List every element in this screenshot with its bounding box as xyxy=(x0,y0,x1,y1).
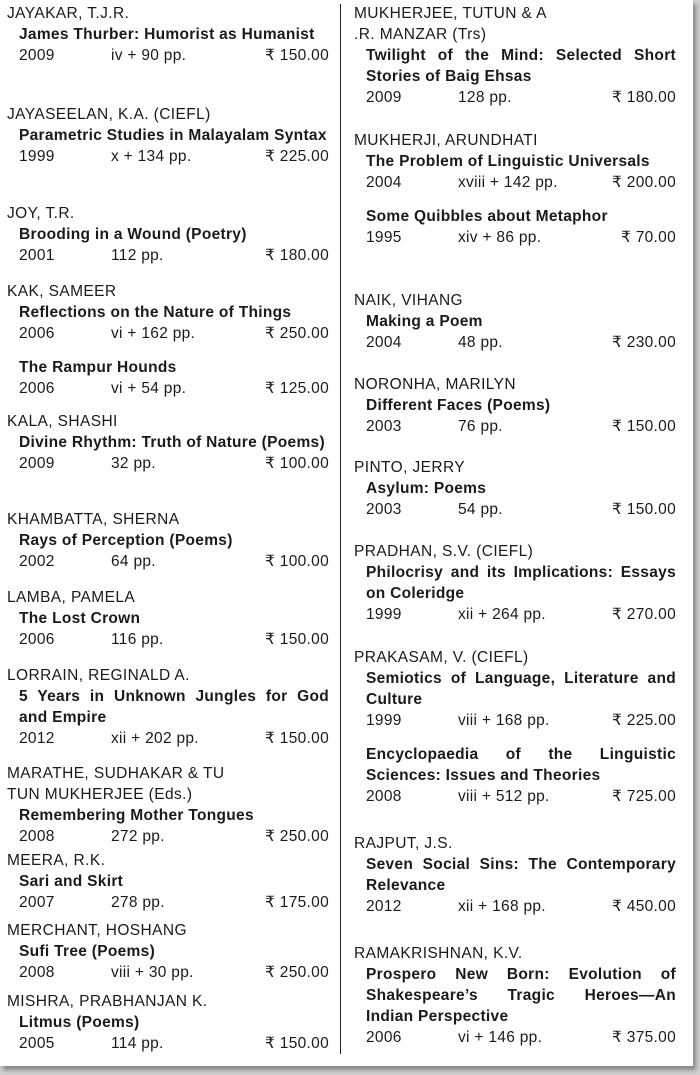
book-title: Sari and Skirt xyxy=(19,873,124,890)
book-title: Reflections on the Nature of Things xyxy=(19,304,292,321)
book-details xyxy=(19,453,329,474)
book-details xyxy=(19,826,329,847)
publication-year: 2008 xyxy=(366,788,402,805)
book-item xyxy=(354,478,676,520)
page-count: xviii + 142 pp. xyxy=(458,174,558,191)
book-details xyxy=(366,332,676,353)
book-details xyxy=(19,45,329,66)
page-count: iv + 90 pp. xyxy=(111,47,187,64)
book-price: ₹ 250.00 xyxy=(265,325,329,342)
book-item xyxy=(7,432,329,474)
book-price: ₹ 100.00 xyxy=(265,455,329,472)
book-price: ₹ 175.00 xyxy=(265,894,329,911)
book-details xyxy=(19,962,329,983)
book-title: The Lost Crown xyxy=(19,610,141,627)
publication-year: 2004 xyxy=(366,174,402,191)
catalogue-entry xyxy=(7,920,329,983)
author-name: KALA, SHASHI xyxy=(7,413,118,430)
page-count: xii + 202 pp. xyxy=(111,730,199,747)
book-item xyxy=(7,302,329,344)
book-title: Encyclopaedia of the Linguistic Sciences: Issues and Theories xyxy=(366,746,676,784)
page-count: 272 pp. xyxy=(111,828,165,845)
author-name: NORONHA, MARILYN xyxy=(354,376,516,393)
book-item xyxy=(7,24,329,66)
publication-year: 2008 xyxy=(19,964,55,981)
publication-year: 2001 xyxy=(19,247,55,264)
book-price: ₹ 150.00 xyxy=(612,501,676,518)
catalogue-entry xyxy=(7,991,329,1054)
page-count: 114 pp. xyxy=(111,1035,164,1052)
book-title: Remembering Mother Tongues xyxy=(19,807,254,824)
publication-year: 2006 xyxy=(19,631,55,648)
publication-year: 2009 xyxy=(366,89,402,106)
book-details xyxy=(19,728,329,749)
book-price: ₹ 150.00 xyxy=(265,1035,329,1052)
catalogue-entry xyxy=(354,457,676,520)
book-details xyxy=(366,227,676,248)
book-title: The Rampur Hounds xyxy=(19,359,177,376)
catalogue-entry xyxy=(7,587,329,650)
book-item xyxy=(7,530,329,572)
book-details xyxy=(366,172,676,193)
page-count: 54 pp. xyxy=(458,501,503,518)
author-name: PINTO, JERRY xyxy=(354,459,466,476)
book-item xyxy=(7,224,329,266)
page-count: x + 134 pp. xyxy=(111,148,192,165)
author-name: MUKHERJI, ARUNDHATI xyxy=(354,132,538,149)
publication-year: 2006 xyxy=(366,1029,402,1046)
book-price: ₹ 230.00 xyxy=(612,334,676,351)
book-details xyxy=(19,245,329,266)
book-title: Divine Rhythm: Truth of Nature (Poems) xyxy=(19,434,325,451)
author-name: PRAKASAM, V. (CIEFL) xyxy=(354,649,529,666)
catalogue-entry xyxy=(7,203,329,266)
author-name: LAMBA, PAMELA xyxy=(7,589,136,606)
book-item xyxy=(354,151,676,193)
book-item xyxy=(7,686,329,749)
catalogue-entry xyxy=(354,374,676,437)
catalogue-entry xyxy=(354,290,676,353)
book-price: ₹ 150.00 xyxy=(265,730,329,747)
book-title: Parametric Studies in Malayalam Syntax xyxy=(19,127,327,144)
author-name: RAMAKRISHNAN, K.V. xyxy=(354,945,523,962)
catalogue-entry xyxy=(7,3,329,66)
book-item xyxy=(7,125,329,167)
author-name: LORRAIN, REGINALD A. xyxy=(7,667,190,684)
book-item xyxy=(7,871,329,913)
book-details xyxy=(366,604,676,625)
publication-year: 2012 xyxy=(366,898,402,915)
publication-year: 2007 xyxy=(19,894,55,911)
book-item xyxy=(354,45,676,108)
book-title: Brooding in a Wound (Poetry) xyxy=(19,226,247,243)
book-price: ₹ 100.00 xyxy=(265,553,329,570)
publication-year: 2003 xyxy=(366,418,402,435)
book-details xyxy=(19,323,329,344)
publication-year: 2006 xyxy=(19,325,55,342)
author-name: JAYAKAR, T.J.R. xyxy=(7,5,130,22)
publication-year: 1999 xyxy=(366,712,402,729)
book-title: Prospero New Born: Evolution of Shakespeare’s Tragic Heroes—An Indian Perspective xyxy=(366,966,676,1025)
book-details xyxy=(19,146,329,167)
book-item xyxy=(354,668,676,731)
book-details xyxy=(366,710,676,731)
catalogue-entry xyxy=(354,541,676,625)
publication-year: 2009 xyxy=(19,47,55,64)
page-count: vi + 162 pp. xyxy=(111,325,196,342)
publication-year: 2003 xyxy=(366,501,402,518)
book-price: ₹ 150.00 xyxy=(265,47,329,64)
book-details xyxy=(19,892,329,913)
book-price: ₹ 250.00 xyxy=(265,828,329,845)
book-item xyxy=(7,357,329,399)
page-count: 48 pp. xyxy=(458,334,503,351)
book-title: Some Quibbles about Metaphor xyxy=(366,208,608,225)
catalogue-entry xyxy=(354,833,676,917)
book-details xyxy=(19,629,329,650)
author-name: MUKHERJEE, TUTUN & A .R. MANZAR (Trs) xyxy=(354,5,547,43)
book-details xyxy=(19,378,329,399)
page-count: 278 pp. xyxy=(111,894,165,911)
column-divider xyxy=(340,4,341,1054)
book-title: Twilight of the Mind: Selected Short Stories of Baig Ehsas xyxy=(366,47,676,85)
publication-year: 1999 xyxy=(19,148,55,165)
catalogue-entry xyxy=(7,104,329,167)
page-count: vi + 146 pp. xyxy=(458,1029,543,1046)
catalogue-entry xyxy=(354,3,676,108)
book-price: ₹ 250.00 xyxy=(265,964,329,981)
book-price: ₹ 180.00 xyxy=(612,89,676,106)
book-details xyxy=(366,499,676,520)
book-item xyxy=(354,744,676,807)
catalogue-entry xyxy=(7,850,329,913)
catalogue-entry xyxy=(7,281,329,399)
page-count: 112 pp. xyxy=(111,247,164,264)
catalogue-entry xyxy=(7,763,329,847)
book-details xyxy=(19,1033,329,1054)
author-name: KAK, SAMEER xyxy=(7,283,117,300)
page-count: vi + 54 pp. xyxy=(111,380,187,397)
page-count: viii + 30 pp. xyxy=(111,964,194,981)
book-details xyxy=(19,551,329,572)
publication-year: 2009 xyxy=(19,455,55,472)
publication-year: 2004 xyxy=(366,334,402,351)
book-item xyxy=(7,805,329,847)
page-count: xiv + 86 pp. xyxy=(458,229,542,246)
page-count: 32 pp. xyxy=(111,455,156,472)
catalogue-entry xyxy=(7,665,329,749)
author-name: MEERA, R.K. xyxy=(7,852,106,869)
book-details xyxy=(366,87,676,108)
book-title: Philocrisy and its Implications: Essays on Coleridge xyxy=(366,564,676,602)
book-title: Semiotics of Language, Literature and Culture xyxy=(366,670,676,708)
publication-year: 2005 xyxy=(19,1035,55,1052)
page-count: xii + 264 pp. xyxy=(458,606,546,623)
book-item xyxy=(354,964,676,1048)
author-name: MERCHANT, HOSHANG xyxy=(7,922,187,939)
publication-year: 2008 xyxy=(19,828,55,845)
author-name: RAJPUT, J.S. xyxy=(354,835,453,852)
book-details xyxy=(366,786,676,807)
author-name: JOY, T.R. xyxy=(7,205,75,222)
book-title: Litmus (Poems) xyxy=(19,1014,140,1031)
book-price: ₹ 150.00 xyxy=(612,418,676,435)
author-name: NAIK, VIHANG xyxy=(354,292,464,309)
book-title: Making a Poem xyxy=(366,313,483,330)
book-title: Rays of Perception (Poems) xyxy=(19,532,233,549)
book-price: ₹ 225.00 xyxy=(265,148,329,165)
catalogue-entry xyxy=(354,130,676,248)
page-count: viii + 512 pp. xyxy=(458,788,550,805)
book-item xyxy=(7,1012,329,1054)
book-item xyxy=(354,206,676,248)
publication-year: 2002 xyxy=(19,553,55,570)
book-title: The Problem of Linguistic Universals xyxy=(366,153,650,170)
book-item xyxy=(7,608,329,650)
book-price: ₹ 225.00 xyxy=(612,712,676,729)
book-price: ₹ 725.00 xyxy=(612,788,676,805)
page-count: xii + 168 pp. xyxy=(458,898,546,915)
book-price: ₹ 270.00 xyxy=(612,606,676,623)
publication-year: 2006 xyxy=(19,380,55,397)
book-title: Asylum: Poems xyxy=(366,480,487,497)
book-price: ₹ 70.00 xyxy=(620,229,676,246)
author-name: PRADHAN, S.V. (CIEFL) xyxy=(354,543,534,560)
book-price: ₹ 180.00 xyxy=(265,247,329,264)
book-details xyxy=(366,416,676,437)
publication-year: 1995 xyxy=(366,229,402,246)
author-name: KHAMBATTA, SHERNA xyxy=(7,511,180,528)
publication-year: 2012 xyxy=(19,730,55,747)
book-item xyxy=(354,395,676,437)
author-name: MARATHE, SUDHAKAR & TU TUN MUKHERJEE (Eds.) xyxy=(7,765,225,803)
author-name: MISHRA, PRABHANJAN K. xyxy=(7,993,208,1010)
catalogue-entry xyxy=(7,411,329,474)
book-title: Seven Social Sins: The Contemporary Relevance xyxy=(366,856,676,894)
catalogue-entry xyxy=(354,943,676,1048)
page-count: 116 pp. xyxy=(111,631,164,648)
page-count: 64 pp. xyxy=(111,553,156,570)
author-name: JAYASEELAN, K.A. (CIEFL) xyxy=(7,106,211,123)
book-price: ₹ 200.00 xyxy=(612,174,676,191)
book-title: Sufi Tree (Poems) xyxy=(19,943,156,960)
book-title: Different Faces (Poems) xyxy=(366,397,551,414)
book-item xyxy=(354,311,676,353)
catalogue-entry xyxy=(354,647,676,807)
publication-year: 1999 xyxy=(366,606,402,623)
book-item xyxy=(7,941,329,983)
book-price: ₹ 450.00 xyxy=(612,898,676,915)
catalogue-entry xyxy=(7,509,329,572)
book-price: ₹ 375.00 xyxy=(612,1029,676,1046)
page-count: viii + 168 pp. xyxy=(458,712,550,729)
page-count: 76 pp. xyxy=(458,418,503,435)
book-title: 5 Years in Unknown Jungles for God and Empire xyxy=(19,688,329,726)
book-item xyxy=(354,562,676,625)
book-details xyxy=(366,1027,676,1048)
book-item xyxy=(354,854,676,917)
book-price: ₹ 150.00 xyxy=(265,631,329,648)
page-count: 128 pp. xyxy=(458,89,512,106)
book-details xyxy=(366,896,676,917)
book-title: James Thurber: Humorist as Humanist xyxy=(19,26,315,43)
book-price: ₹ 125.00 xyxy=(265,380,329,397)
